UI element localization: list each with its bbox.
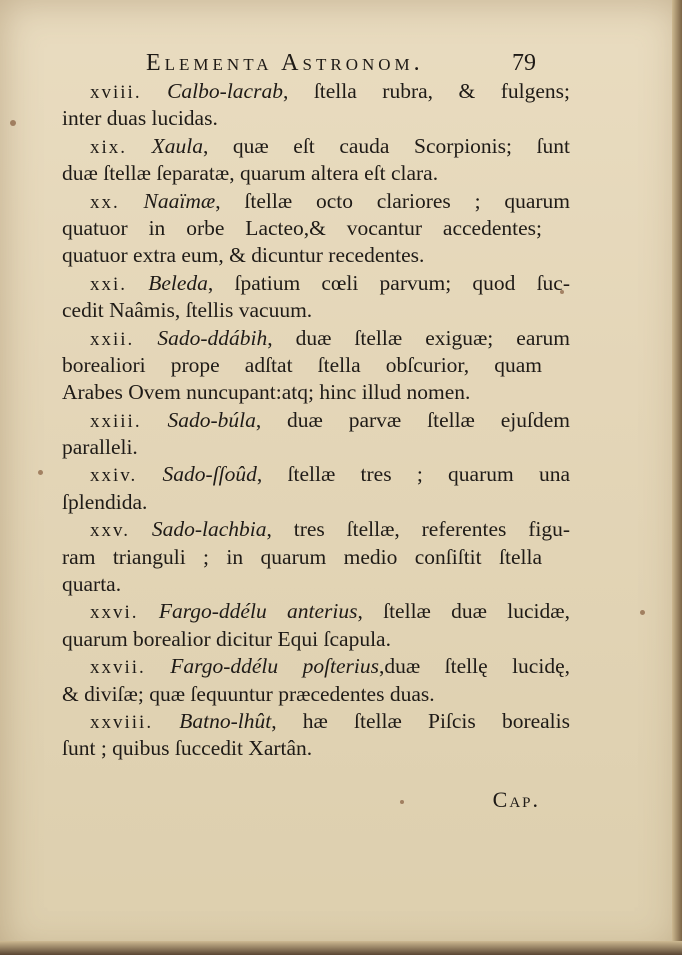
entry-text: , ſtellæ tres ; quarum una — [256, 462, 571, 487]
entry-text: & diviſæ; quæ ſequuntur præcedentes duas. — [62, 681, 435, 706]
entry-first-line — [62, 78, 570, 105]
star-name: Sado-ſſoûd — [162, 462, 257, 487]
entry-line — [62, 681, 542, 708]
entry-number: xxii. — [90, 328, 135, 350]
foxing-spot — [10, 120, 16, 126]
entry-text: , ſtellæ octo clariores ; quarum — [215, 188, 571, 213]
entry-number: xxiii. — [90, 410, 142, 432]
running-title: Elementa Astronom. — [146, 50, 424, 76]
entry-line — [62, 571, 542, 598]
entry-line — [62, 489, 542, 516]
entry-line — [62, 735, 542, 762]
entry-text: inter duas lucidas. — [62, 106, 218, 131]
entry-text: ,duæ ſtellę lucidę, — [379, 654, 570, 679]
page-number: 79 — [512, 50, 536, 76]
star-name: Calbo-lacrab — [167, 79, 283, 103]
star-name: Naaïmæ — [143, 188, 216, 213]
entry-text: , hæ ſtellæ Piſcis borealis — [271, 708, 570, 733]
star-name: Batno-lhût — [179, 708, 272, 733]
foxing-spot — [400, 800, 404, 804]
entry-text: ſplendida. — [62, 489, 148, 514]
star-name: Fargo-ddélu poſterius — [170, 654, 380, 679]
entry-number: xxiv. — [90, 465, 138, 487]
entry-text: quarum borealior dicitur Equi ſcapula. — [62, 626, 391, 651]
entry-line — [62, 434, 542, 461]
entry-text: quarta. — [62, 572, 122, 597]
entry-number: xix. — [90, 136, 128, 158]
entry-first-line — [62, 461, 570, 488]
entry-number: xviii. — [90, 82, 142, 103]
entry-line — [62, 297, 542, 324]
entry-number: xxvi. — [90, 602, 139, 624]
entry-line — [62, 352, 542, 379]
entry-line — [62, 544, 542, 571]
entry-first-line — [62, 708, 570, 735]
foxing-spot — [38, 470, 43, 475]
page-edge-bottom — [0, 941, 682, 955]
entry-number: xx. — [90, 191, 120, 213]
entry-text: ſunt ; quibus ſuccedit Xartân. — [62, 736, 313, 761]
entry-line — [62, 242, 542, 269]
entry-line — [62, 215, 542, 242]
page-edge-right — [672, 0, 682, 955]
entry-line — [62, 160, 542, 187]
star-name: Xaula — [151, 133, 203, 158]
entry-text: quatuor extra eum, & dicuntur recedentes. — [62, 243, 425, 268]
entry-text: cedit Naâmis, ſtellis vacuum. — [62, 298, 313, 323]
entry-number: xxvii. — [90, 657, 146, 679]
star-name: Beleda — [148, 270, 208, 295]
entry-first-line — [62, 270, 570, 297]
star-name: Fargo-ddélu anterius — [158, 599, 358, 624]
entry-text: duæ ſtellæ ſeparatæ, quarum altera eſt clara. — [62, 161, 439, 186]
entry-text: quatuor in orbe Lacteo,& vocantur accedentes; — [62, 215, 542, 240]
entry-text: Arabes Ovem nuncupant:atq; hinc illud nomen. — [62, 380, 471, 405]
star-name: Sado-lachbia — [151, 517, 267, 542]
entry-number: xxi. — [90, 273, 128, 295]
entry-text: , ſtella rubra, & fulgens; — [282, 79, 570, 103]
entry-line — [62, 105, 542, 132]
entry-text: , ſtellæ duæ lucidæ, — [357, 599, 570, 624]
catchword: Cap. — [492, 787, 540, 812]
entry-text: paralleli. — [62, 435, 138, 460]
entry-first-line — [62, 133, 570, 160]
entry-first-line — [62, 188, 570, 215]
entry-text: , quæ eſt cauda Scorpionis; ſunt — [202, 133, 570, 158]
entry-first-line — [62, 598, 570, 625]
entry-text: , tres ſtellæ, referentes figu- — [266, 517, 570, 542]
entry-first-line — [62, 407, 570, 434]
entry-number: xxv. — [90, 520, 131, 542]
foxing-spot — [640, 610, 645, 615]
entry-text: , duæ ſtellæ exiguæ; earum — [267, 325, 570, 350]
entry-line — [62, 626, 542, 653]
entry-text: ram trianguli ; in quarum medio conſiſtit ſtella — [62, 544, 542, 569]
entry-first-line — [62, 653, 570, 680]
entry-first-line — [62, 516, 570, 543]
entry-text: borealiori prope adſtat ſtella obſcurior, quam — [62, 352, 542, 377]
entry-number: xxviii. — [90, 711, 154, 733]
star-name: Sado-búla — [167, 407, 256, 432]
body-text — [62, 78, 571, 763]
entry-line — [62, 379, 542, 406]
entry-text: , ſpatium cœli parvum; quod ſuc- — [207, 270, 570, 295]
entry-first-line — [62, 325, 570, 352]
star-name: Sado-ddábih — [157, 325, 268, 350]
entry-text: , duæ parvæ ſtellæ ejuſdem — [255, 407, 570, 432]
